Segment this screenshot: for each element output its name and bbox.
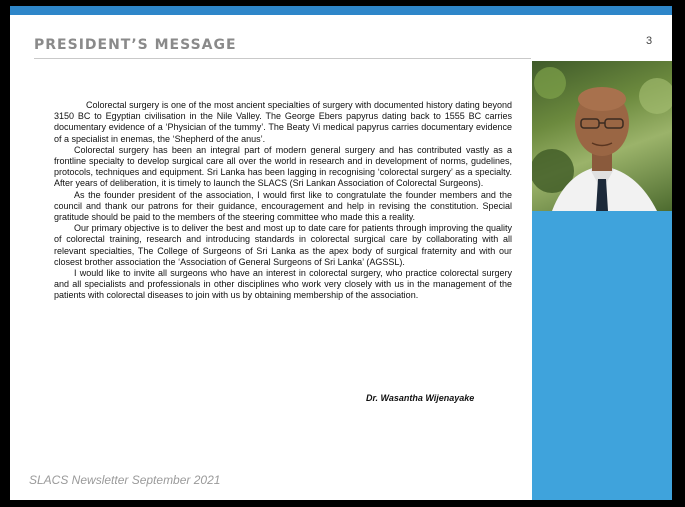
message-paragraph: Our primary objective is to deliver the best and most up to date care for patients through improving the quality of colorectal training, research and introducing standards in colorectal surgical care by collaborating with all relevant specialties, The College of Surgeons of Sri Lanka as the apex body of surgical fraternity and with our closest brother association the ‘Association of General Surgeons of Sri Lanka’ (AGSSL). (54, 223, 512, 267)
message-paragraph: As the founder president of the association, I would first like to congratulate the founder members and the council and thank our patrons for their guidance, encouragement and help in revising the constitution. Special gratitude should be paid to the members of the steering committee who made this a reality. (54, 189, 512, 223)
message-paragraph: Colorectal surgery has been an integral part of modern general surgery and has contributed vastly as a frontline specialty to develop surgical care all over the world in research and in development of norms, gudelines, protocols, techniques and equipment. Sri Lanka has been lagging in recognising ‘colorectal surgery’ as a specialty. After years of deliberation, it is timely to launch the SLACS (Sri Lankan Association of Colorectal Surgeons). (54, 144, 512, 189)
newsletter-footer: SLACS Newsletter September 2021 (29, 473, 221, 487)
newsletter-page (10, 6, 672, 500)
title-divider (34, 58, 531, 59)
message-body (54, 100, 512, 302)
message-paragraph: I would like to invite all surgeons who have an interest in colorectal surgery, who practice colorectal surgery and all specialists and professionals in other disciplines who work very closely with us in the management of the patients with colorectal diseases to join with us by obtaining membership of the association. (54, 268, 512, 301)
top-accent-bar (10, 6, 672, 15)
president-signature: Dr. Wasantha Wijenayake (366, 393, 475, 403)
president-portrait-photo (532, 61, 672, 211)
portrait-illustration (532, 61, 672, 211)
page-title: PRESIDENT’S MESSAGE (34, 37, 237, 53)
blue-side-panel (532, 211, 672, 500)
message-paragraph: Colorectal surgery is one of the most ancient specialties of surgery with documented history dating beyond 3150 BC to Egyptian civilisation in the Nile Valley. The George Ebers papyrus dating back to 1555 BC carries documentary evidence of a ‘Physician of the tummy’. The Beaty Vi medical papyrus carries documentary evidence of a specialist in enemas, the ‘Shepherd of the anus’. (54, 100, 512, 144)
page-number: 3 (646, 35, 653, 47)
